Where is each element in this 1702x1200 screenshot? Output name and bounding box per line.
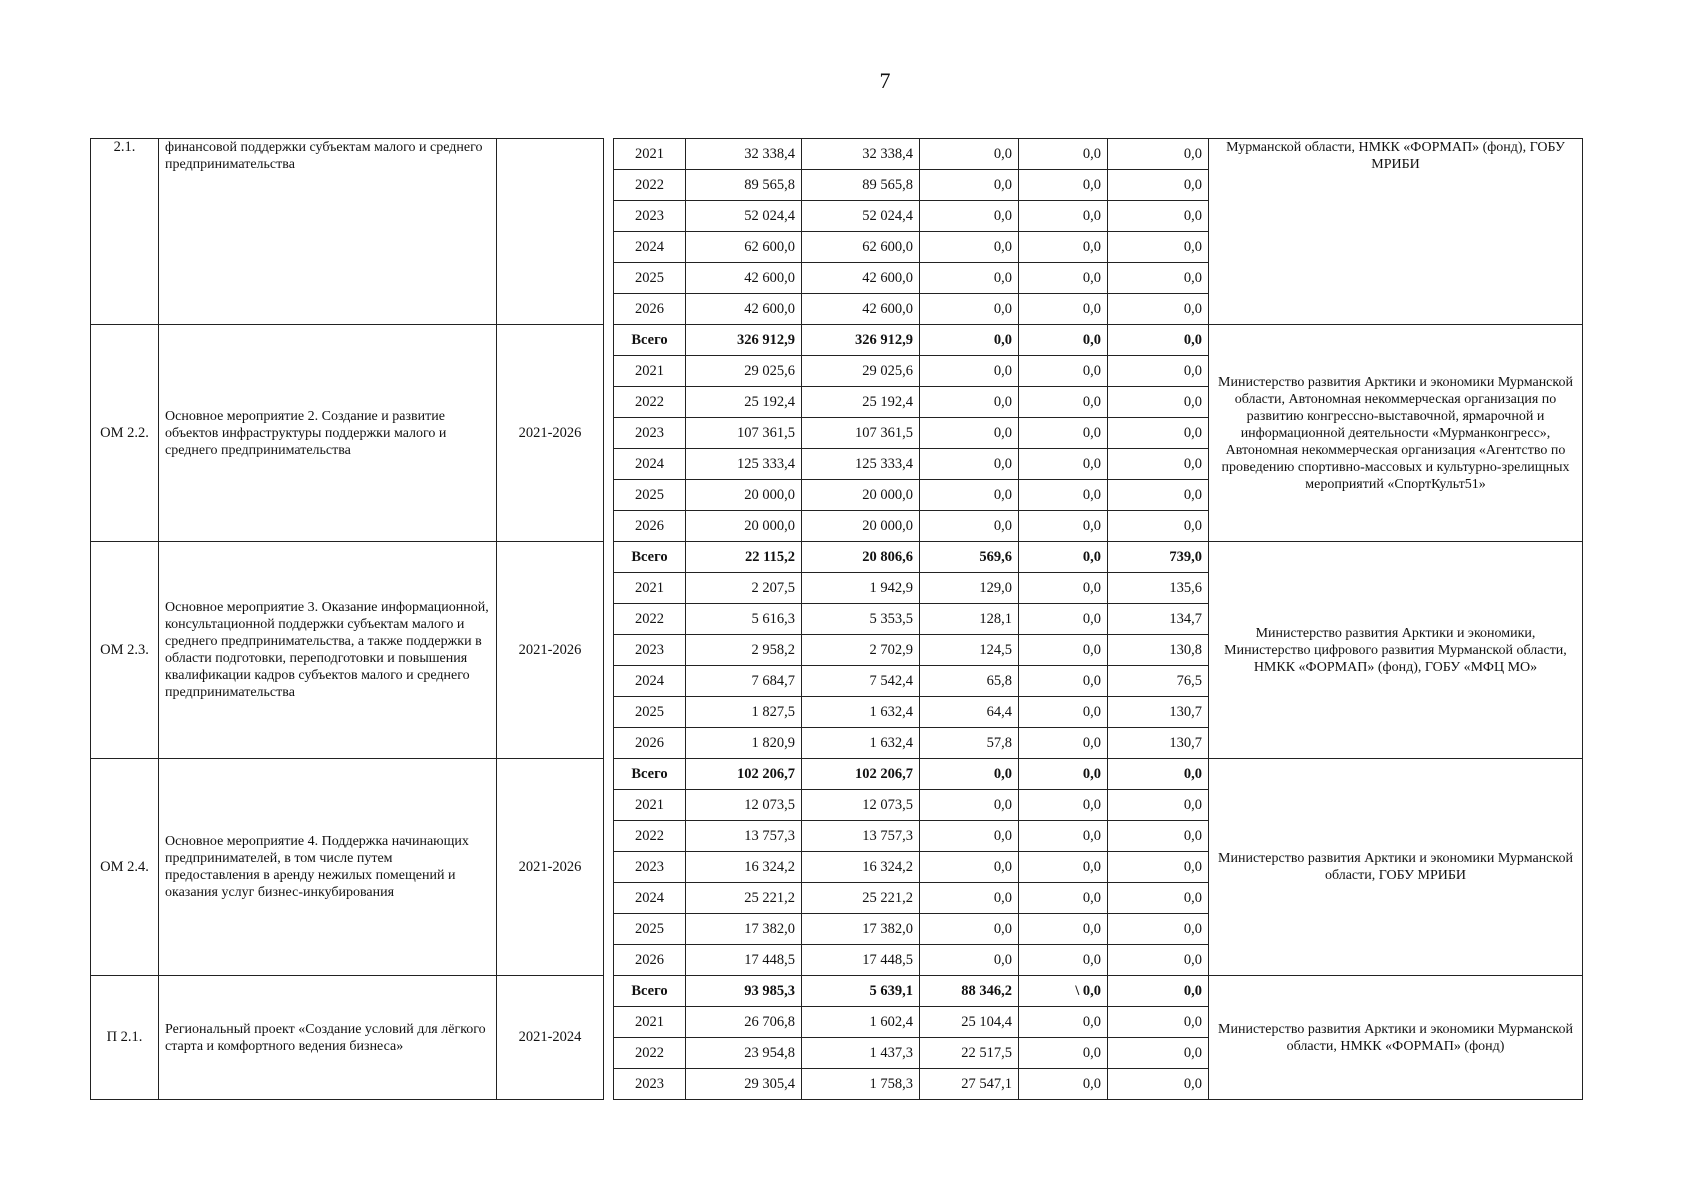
row-local-budget-cell: 0,0 (1019, 325, 1108, 356)
table-row (91, 139, 1583, 170)
implementation-period-cell (497, 139, 604, 325)
measure-name-cell: финансовой поддержки субъектам малого и среднего предпринимательства (159, 139, 497, 325)
row-federal-budget-cell: 124,5 (920, 635, 1019, 666)
row-year-cell: 2023 (614, 201, 686, 232)
row-total-cell: 7 684,7 (686, 666, 802, 697)
row-total-cell: 42 600,0 (686, 263, 802, 294)
row-regional-budget-cell: 16 324,2 (802, 852, 920, 883)
row-regional-budget-cell: 20 000,0 (802, 480, 920, 511)
row-total-cell: 2 207,5 (686, 573, 802, 604)
row-local-budget-cell: 0,0 (1019, 201, 1108, 232)
row-extrabudget-cell: 0,0 (1108, 821, 1209, 852)
row-local-budget-cell: 0,0 (1019, 511, 1108, 542)
row-total-cell: 32 338,4 (686, 139, 802, 170)
row-regional-budget-cell: 32 338,4 (802, 139, 920, 170)
row-extrabudget-cell: 135,6 (1108, 573, 1209, 604)
row-year-cell: 2026 (614, 294, 686, 325)
row-regional-budget-cell: 7 542,4 (802, 666, 920, 697)
row-regional-budget-cell: 1 437,3 (802, 1038, 920, 1069)
row-regional-budget-cell: 13 757,3 (802, 821, 920, 852)
row-extrabudget-cell: 0,0 (1108, 759, 1209, 790)
row-extrabudget-cell: 0,0 (1108, 914, 1209, 945)
row-regional-budget-cell: 5 353,5 (802, 604, 920, 635)
row-year-cell: 2024 (614, 883, 686, 914)
row-total-cell: 5 616,3 (686, 604, 802, 635)
row-federal-budget-cell: 0,0 (920, 201, 1019, 232)
row-regional-budget-cell: 1 942,9 (802, 573, 920, 604)
row-local-budget-cell: 0,0 (1019, 449, 1108, 480)
row-extrabudget-cell: 0,0 (1108, 480, 1209, 511)
row-federal-budget-cell: 25 104,4 (920, 1007, 1019, 1038)
column-gap-cell (604, 759, 614, 976)
row-local-budget-cell: 0,0 (1019, 573, 1108, 604)
row-total-cell: 17 382,0 (686, 914, 802, 945)
row-federal-budget-cell: 0,0 (920, 263, 1019, 294)
row-local-budget-cell: 0,0 (1019, 852, 1108, 883)
row-year-cell: 2021 (614, 139, 686, 170)
executor-cell: Министерство развития Арктики и экономики Мурманской области, НМКК «ФОРМАП» (фонд) (1209, 976, 1583, 1100)
row-year-cell: 2023 (614, 418, 686, 449)
row-year-cell: Всего (614, 759, 686, 790)
column-gap-cell (604, 139, 614, 325)
row-total-cell: 89 565,8 (686, 170, 802, 201)
row-regional-budget-cell: 1 632,4 (802, 697, 920, 728)
row-federal-budget-cell: 0,0 (920, 790, 1019, 821)
row-regional-budget-cell: 62 600,0 (802, 232, 920, 263)
row-year-cell: 2025 (614, 914, 686, 945)
implementation-period-cell: 2021-2026 (497, 759, 604, 976)
row-federal-budget-cell: 569,6 (920, 542, 1019, 573)
row-federal-budget-cell: 0,0 (920, 232, 1019, 263)
row-federal-budget-cell: 0,0 (920, 821, 1019, 852)
row-extrabudget-cell: 0,0 (1108, 139, 1209, 170)
implementation-period-cell: 2021-2024 (497, 976, 604, 1100)
measure-number-cell: ОМ 2.2. (91, 325, 159, 542)
row-year-cell: 2022 (614, 1038, 686, 1069)
row-federal-budget-cell: 0,0 (920, 387, 1019, 418)
column-gap-cell (604, 976, 614, 1100)
row-extrabudget-cell: 0,0 (1108, 418, 1209, 449)
measure-name-cell: Основное мероприятие 2. Создание и развитие объектов инфраструктуры поддержки малого и среднего предпринимательства (159, 325, 497, 542)
row-total-cell: 52 024,4 (686, 201, 802, 232)
row-local-budget-cell: 0,0 (1019, 759, 1108, 790)
row-extrabudget-cell: 130,8 (1108, 635, 1209, 666)
row-local-budget-cell: 0,0 (1019, 170, 1108, 201)
table-row (91, 759, 1583, 790)
row-federal-budget-cell: 27 547,1 (920, 1069, 1019, 1100)
row-local-budget-cell: 0,0 (1019, 418, 1108, 449)
row-year-cell: 2023 (614, 635, 686, 666)
row-year-cell: 2026 (614, 945, 686, 976)
row-total-cell: 125 333,4 (686, 449, 802, 480)
row-total-cell: 29 025,6 (686, 356, 802, 387)
row-extrabudget-cell: 0,0 (1108, 883, 1209, 914)
row-extrabudget-cell: 0,0 (1108, 294, 1209, 325)
row-regional-budget-cell: 125 333,4 (802, 449, 920, 480)
program-funding-table (90, 138, 1583, 1100)
row-total-cell: 29 305,4 (686, 1069, 802, 1100)
row-regional-budget-cell: 25 221,2 (802, 883, 920, 914)
row-local-budget-cell: 0,0 (1019, 1069, 1108, 1100)
row-extrabudget-cell: 0,0 (1108, 387, 1209, 418)
row-extrabudget-cell: 0,0 (1108, 201, 1209, 232)
row-total-cell: 16 324,2 (686, 852, 802, 883)
row-total-cell: 62 600,0 (686, 232, 802, 263)
row-year-cell: 2025 (614, 697, 686, 728)
row-regional-budget-cell: 1 758,3 (802, 1069, 920, 1100)
row-local-budget-cell: \ 0,0 (1019, 976, 1108, 1007)
row-local-budget-cell: 0,0 (1019, 1007, 1108, 1038)
row-extrabudget-cell: 0,0 (1108, 511, 1209, 542)
row-total-cell: 20 000,0 (686, 511, 802, 542)
row-total-cell: 20 000,0 (686, 480, 802, 511)
implementation-period-cell: 2021-2026 (497, 542, 604, 759)
table-row (91, 542, 1583, 573)
row-local-budget-cell: 0,0 (1019, 263, 1108, 294)
row-total-cell: 25 221,2 (686, 883, 802, 914)
measure-number-cell: П 2.1. (91, 976, 159, 1100)
row-year-cell: 2023 (614, 1069, 686, 1100)
row-year-cell: 2024 (614, 449, 686, 480)
row-year-cell: 2022 (614, 387, 686, 418)
table-row (91, 976, 1583, 1007)
row-extrabudget-cell: 0,0 (1108, 356, 1209, 387)
row-year-cell: 2022 (614, 170, 686, 201)
row-local-budget-cell: 0,0 (1019, 356, 1108, 387)
row-local-budget-cell: 0,0 (1019, 945, 1108, 976)
row-extrabudget-cell: 0,0 (1108, 449, 1209, 480)
row-total-cell: 2 958,2 (686, 635, 802, 666)
row-year-cell: Всего (614, 976, 686, 1007)
row-regional-budget-cell: 29 025,6 (802, 356, 920, 387)
row-year-cell: 2024 (614, 666, 686, 697)
row-federal-budget-cell: 0,0 (920, 294, 1019, 325)
measure-name-cell: Основное мероприятие 4. Поддержка начинающих предпринимателей, в том числе путем предоставления в аренду нежилых помещений и оказания услуг бизнес-инкубирования (159, 759, 497, 976)
measure-number-cell: 2.1. (91, 139, 159, 325)
row-regional-budget-cell: 52 024,4 (802, 201, 920, 232)
row-local-budget-cell: 0,0 (1019, 294, 1108, 325)
row-federal-budget-cell: 0,0 (920, 449, 1019, 480)
row-federal-budget-cell: 0,0 (920, 480, 1019, 511)
row-extrabudget-cell: 0,0 (1108, 232, 1209, 263)
row-local-budget-cell: 0,0 (1019, 728, 1108, 759)
row-regional-budget-cell: 102 206,7 (802, 759, 920, 790)
row-local-budget-cell: 0,0 (1019, 883, 1108, 914)
row-regional-budget-cell: 42 600,0 (802, 263, 920, 294)
row-extrabudget-cell: 0,0 (1108, 852, 1209, 883)
row-local-budget-cell: 0,0 (1019, 480, 1108, 511)
row-total-cell: 26 706,8 (686, 1007, 802, 1038)
row-federal-budget-cell: 65,8 (920, 666, 1019, 697)
row-total-cell: 93 985,3 (686, 976, 802, 1007)
row-regional-budget-cell: 1 632,4 (802, 728, 920, 759)
column-gap-cell (604, 542, 614, 759)
measure-number-cell: ОМ 2.3. (91, 542, 159, 759)
row-local-budget-cell: 0,0 (1019, 139, 1108, 170)
column-gap-cell (604, 325, 614, 542)
row-local-budget-cell: 0,0 (1019, 1038, 1108, 1069)
row-year-cell: 2022 (614, 821, 686, 852)
row-local-budget-cell: 0,0 (1019, 604, 1108, 635)
executor-cell: Министерство развития Арктики и экономики, Министерство цифрового развития Мурманской области, НМКК «ФОРМАП» (фонд), ГОБУ «МФЦ МО» (1209, 542, 1583, 759)
row-extrabudget-cell: 130,7 (1108, 697, 1209, 728)
row-federal-budget-cell: 0,0 (920, 852, 1019, 883)
row-total-cell: 17 448,5 (686, 945, 802, 976)
row-local-budget-cell: 0,0 (1019, 387, 1108, 418)
row-regional-budget-cell: 5 639,1 (802, 976, 920, 1007)
row-total-cell: 1 827,5 (686, 697, 802, 728)
row-extrabudget-cell: 0,0 (1108, 263, 1209, 294)
row-year-cell: 2026 (614, 511, 686, 542)
row-year-cell: 2026 (614, 728, 686, 759)
row-federal-budget-cell: 0,0 (920, 356, 1019, 387)
row-regional-budget-cell: 20 806,6 (802, 542, 920, 573)
row-year-cell: 2021 (614, 1007, 686, 1038)
row-extrabudget-cell: 130,7 (1108, 728, 1209, 759)
row-year-cell: 2025 (614, 480, 686, 511)
row-total-cell: 25 192,4 (686, 387, 802, 418)
table-row (91, 325, 1583, 356)
row-federal-budget-cell: 0,0 (920, 418, 1019, 449)
row-year-cell: Всего (614, 325, 686, 356)
row-extrabudget-cell: 76,5 (1108, 666, 1209, 697)
row-regional-budget-cell: 107 361,5 (802, 418, 920, 449)
executor-cell: Министерство развития Арктики и экономики Мурманской области, Автономная некоммерческая организация по развитию конгрессно-выставочной, ярмарочной и информационной деятельности «Мурманконгресс», Автономная некоммерческая организация «Агентство по проведению спортивно-массовых и культурно-зрелищных мероприятий «СпортКульт51» (1209, 325, 1583, 542)
implementation-period-cell: 2021-2026 (497, 325, 604, 542)
row-regional-budget-cell: 20 000,0 (802, 511, 920, 542)
row-local-budget-cell: 0,0 (1019, 635, 1108, 666)
executor-cell: Министерство развития Арктики и экономики Мурманской области, ГОБУ МРИБИ (1209, 759, 1583, 976)
row-regional-budget-cell: 1 602,4 (802, 1007, 920, 1038)
row-year-cell: 2021 (614, 573, 686, 604)
row-federal-budget-cell: 57,8 (920, 728, 1019, 759)
row-total-cell: 23 954,8 (686, 1038, 802, 1069)
row-regional-budget-cell: 12 073,5 (802, 790, 920, 821)
row-total-cell: 326 912,9 (686, 325, 802, 356)
row-federal-budget-cell: 129,0 (920, 573, 1019, 604)
row-total-cell: 12 073,5 (686, 790, 802, 821)
row-local-budget-cell: 0,0 (1019, 914, 1108, 945)
row-extrabudget-cell: 0,0 (1108, 325, 1209, 356)
row-total-cell: 102 206,7 (686, 759, 802, 790)
row-regional-budget-cell: 17 382,0 (802, 914, 920, 945)
row-local-budget-cell: 0,0 (1019, 790, 1108, 821)
executor-cell: Мурманской области, НМКК «ФОРМАП» (фонд), ГОБУ МРИБИ (1209, 139, 1583, 325)
row-year-cell: 2024 (614, 232, 686, 263)
row-regional-budget-cell: 17 448,5 (802, 945, 920, 976)
row-federal-budget-cell: 0,0 (920, 511, 1019, 542)
row-federal-budget-cell: 0,0 (920, 759, 1019, 790)
row-extrabudget-cell: 0,0 (1108, 790, 1209, 821)
row-year-cell: 2022 (614, 604, 686, 635)
row-extrabudget-cell: 0,0 (1108, 170, 1209, 201)
row-regional-budget-cell: 2 702,9 (802, 635, 920, 666)
row-federal-budget-cell: 0,0 (920, 170, 1019, 201)
row-extrabudget-cell: 739,0 (1108, 542, 1209, 573)
measure-name-cell: Основное мероприятие 3. Оказание информационной, консультационной поддержки субъектам малого и среднего предпринимательства, а также поддержки в области подготовки, переподготовки и повышения квалификации кадров субъектов малого и среднего предпринимательства (159, 542, 497, 759)
row-federal-budget-cell: 0,0 (920, 945, 1019, 976)
row-federal-budget-cell: 22 517,5 (920, 1038, 1019, 1069)
page-number: 7 (879, 68, 891, 93)
row-total-cell: 13 757,3 (686, 821, 802, 852)
row-regional-budget-cell: 89 565,8 (802, 170, 920, 201)
row-extrabudget-cell: 0,0 (1108, 945, 1209, 976)
row-local-budget-cell: 0,0 (1019, 821, 1108, 852)
row-local-budget-cell: 0,0 (1019, 232, 1108, 263)
row-federal-budget-cell: 64,4 (920, 697, 1019, 728)
row-federal-budget-cell: 88 346,2 (920, 976, 1019, 1007)
row-local-budget-cell: 0,0 (1019, 697, 1108, 728)
row-extrabudget-cell: 0,0 (1108, 1038, 1209, 1069)
row-extrabudget-cell: 0,0 (1108, 1007, 1209, 1038)
row-federal-budget-cell: 0,0 (920, 139, 1019, 170)
row-year-cell: 2021 (614, 356, 686, 387)
row-federal-budget-cell: 0,0 (920, 914, 1019, 945)
row-regional-budget-cell: 326 912,9 (802, 325, 920, 356)
measure-name-cell: Региональный проект «Создание условий для лёгкого старта и комфортного ведения бизнеса» (159, 976, 497, 1100)
row-total-cell: 1 820,9 (686, 728, 802, 759)
row-federal-budget-cell: 0,0 (920, 325, 1019, 356)
row-year-cell: 2025 (614, 263, 686, 294)
row-extrabudget-cell: 0,0 (1108, 1069, 1209, 1100)
row-regional-budget-cell: 25 192,4 (802, 387, 920, 418)
row-local-budget-cell: 0,0 (1019, 666, 1108, 697)
row-year-cell: 2023 (614, 852, 686, 883)
row-extrabudget-cell: 134,7 (1108, 604, 1209, 635)
row-total-cell: 22 115,2 (686, 542, 802, 573)
row-total-cell: 107 361,5 (686, 418, 802, 449)
measure-number-cell: ОМ 2.4. (91, 759, 159, 976)
row-regional-budget-cell: 42 600,0 (802, 294, 920, 325)
row-year-cell: 2021 (614, 790, 686, 821)
row-extrabudget-cell: 0,0 (1108, 976, 1209, 1007)
row-federal-budget-cell: 0,0 (920, 883, 1019, 914)
row-year-cell: Всего (614, 542, 686, 573)
row-total-cell: 42 600,0 (686, 294, 802, 325)
row-federal-budget-cell: 128,1 (920, 604, 1019, 635)
row-local-budget-cell: 0,0 (1019, 542, 1108, 573)
